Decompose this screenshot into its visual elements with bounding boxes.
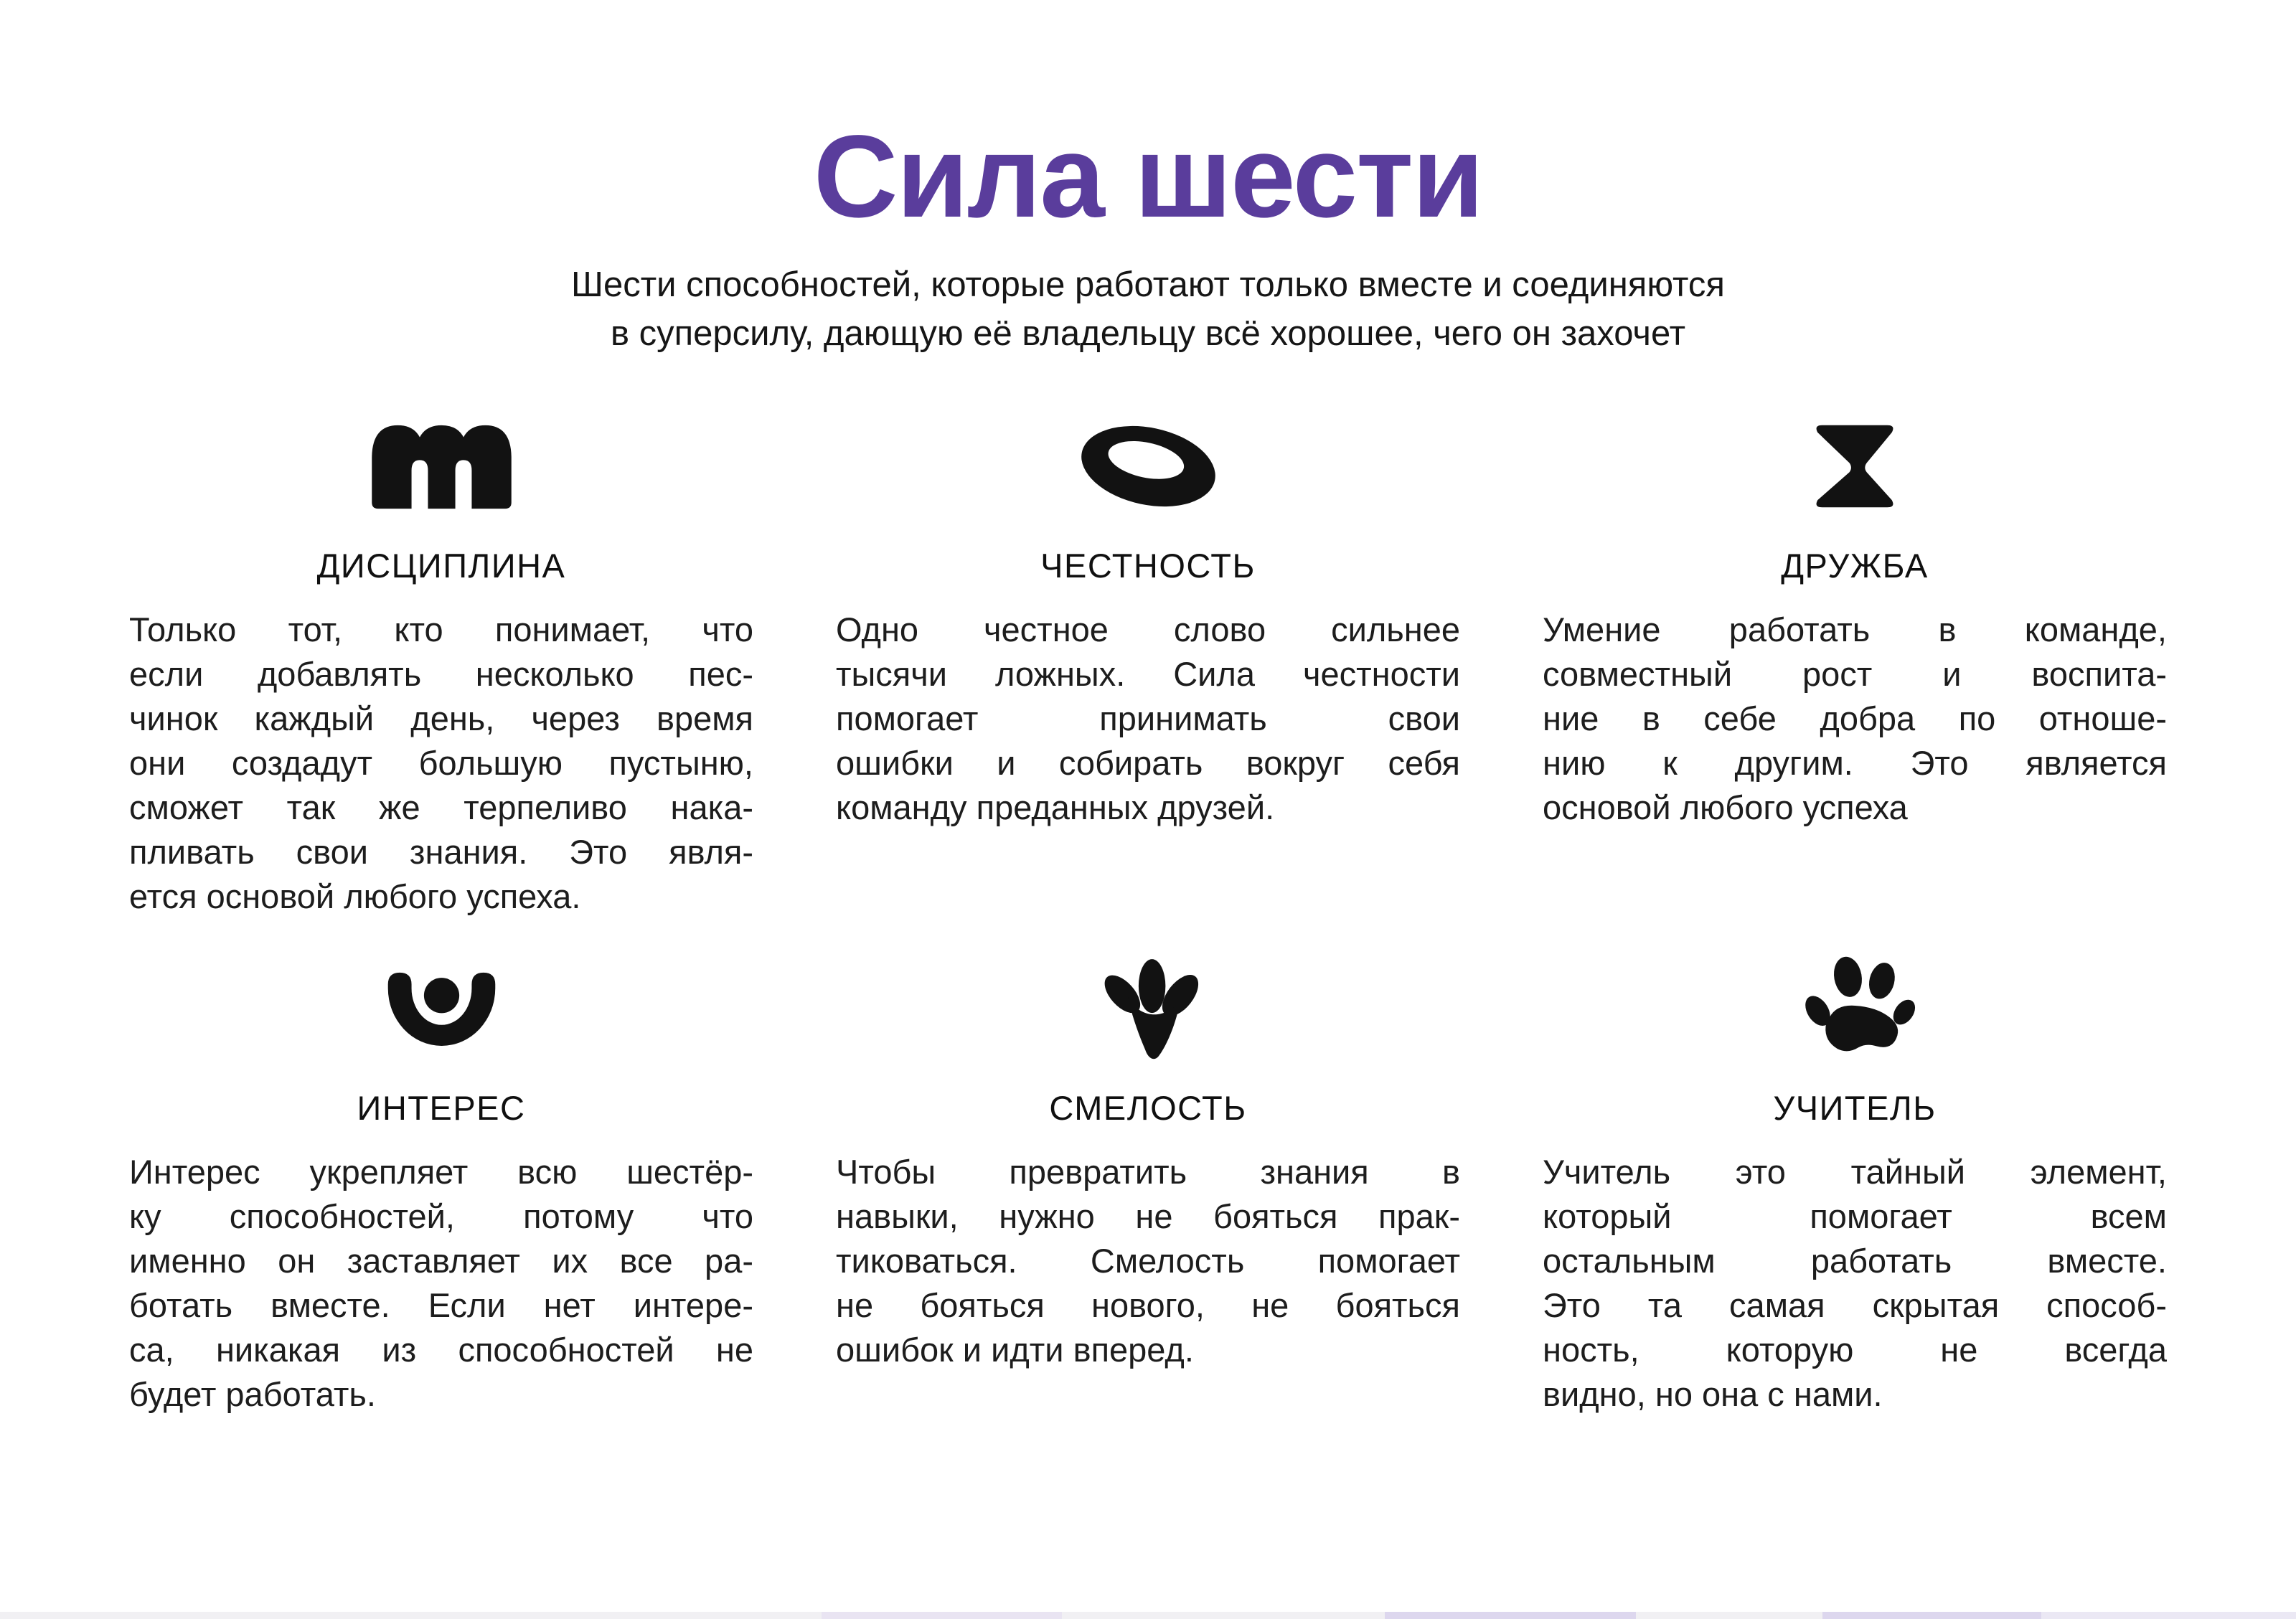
sections-grid: [129, 408, 2167, 1417]
page-title: Сила шести: [813, 110, 1483, 242]
paragraph-line: навыки, нужно не бояться прак-: [836, 1197, 1460, 1235]
paragraph-line: нию к другим. Это является: [1543, 744, 2167, 782]
section-bravery: [836, 950, 1460, 1417]
paragraph-line: ку способностей, потому что: [129, 1197, 753, 1235]
section-title-teacher: УЧИТЕЛЬ: [1773, 1089, 1937, 1127]
paragraph-line: са, никакая из способностей не: [129, 1331, 753, 1369]
paragraph-line: они создадут большую пустыню,: [129, 744, 753, 782]
hourglass-icon: [1812, 423, 1898, 510]
section-paragraph-teacher: [1543, 1150, 2167, 1417]
paragraph-line: ние в себе добра по отноше-: [1543, 699, 2167, 737]
bravery-icon-slot: [836, 950, 1460, 1067]
paragraph-line: Умение работать в команде,: [1543, 610, 2167, 648]
paragraph-line: Только тот, кто понимает, что: [129, 610, 753, 648]
paragraph-line: ботать вместе. Если нет интере-: [129, 1286, 753, 1324]
paragraph-line: именно он заставляет их все ра-: [129, 1242, 753, 1280]
paragraph-line: ется основой любого успеха.: [129, 877, 581, 915]
section-teacher: [1543, 950, 2167, 1417]
paragraph-line: Чтобы превратить знания в: [836, 1153, 1460, 1191]
section-paragraph-discipline: [129, 608, 753, 919]
paragraph-line: совместный рост и воспита-: [1543, 655, 2167, 693]
paragraph-line: сможет так же терпеливо нака-: [129, 788, 753, 826]
strip-segment: [822, 1612, 1062, 1619]
infographic-page: [0, 110, 2296, 1619]
section-title-friendship: ДРУЖБА: [1781, 547, 1929, 585]
strip-segment: [1385, 1612, 1636, 1619]
section-title-honesty: ЧЕСТНОСТЬ: [1040, 547, 1256, 585]
paragraph-line: остальным работать вместе.: [1543, 1242, 2167, 1280]
paragraph-line: помогает принимать свои: [836, 699, 1460, 737]
friendship-icon-slot: [1543, 408, 2167, 524]
interest-icon-slot: [129, 950, 753, 1067]
ring-icon: [1075, 418, 1222, 515]
section-title-bravery: СМЕЛОСТЬ: [1049, 1089, 1247, 1127]
person-arms-up-icon: [386, 968, 497, 1049]
paragraph-line: Интерес укрепляет всю шестёр-: [129, 1153, 753, 1191]
paragraph-line: видно, но она с нами.: [1543, 1375, 1883, 1413]
section-honesty: [836, 408, 1460, 919]
page-subtitle: [0, 260, 2296, 358]
section-friendship: [1543, 408, 2167, 919]
paragraph-line: ошибки и собирать вокруг себя: [836, 744, 1460, 782]
paragraph-line: ность, которую не всегда: [1543, 1331, 2167, 1369]
section-paragraph-friendship: [1543, 608, 2167, 830]
section-title-discipline: ДИСЦИПЛИНА: [316, 547, 566, 585]
paragraph-line: тысячи ложных. Сила честности: [836, 655, 1460, 693]
section-interest: [129, 950, 753, 1417]
dunes-icon: [368, 423, 515, 510]
section-title-interest: ИНТЕРЕС: [357, 1089, 526, 1127]
paragraph-line: ошибок и идти вперед.: [836, 1331, 1194, 1369]
paragraph-line: который помогает всем: [1543, 1197, 2167, 1235]
paw-print-icon: [1792, 953, 1918, 1065]
teacher-icon-slot: [1543, 950, 2167, 1067]
strip-segment: [1822, 1612, 2041, 1619]
paragraph-line: не бояться нового, не бояться: [836, 1286, 1460, 1324]
paragraph-line: Это та самая скрытая способ-: [1543, 1286, 2167, 1324]
section-paragraph-interest: [129, 1150, 753, 1417]
section-discipline: [129, 408, 753, 919]
honesty-icon-slot: [836, 408, 1460, 524]
section-paragraph-bravery: [836, 1150, 1460, 1372]
paragraph-line: если добавлять несколько пес-: [129, 655, 753, 693]
paragraph-line: основой любого успеха: [1543, 788, 1908, 826]
bottom-progress-strip: [0, 1612, 2296, 1619]
page-subtitle-line2: в суперсилу, дающую её владельцу всё хорошее, чего он захочет: [610, 314, 1686, 353]
paragraph-line: Одно честное слово сильнее: [836, 610, 1460, 648]
paragraph-line: тиковаться. Смелость помогает: [836, 1242, 1460, 1280]
page-subtitle-line1: Шести способностей, которые работают только вместе и соединяются: [571, 265, 1725, 304]
discipline-icon-slot: [129, 408, 753, 524]
bird-footprint-icon: [1094, 953, 1202, 1065]
paragraph-line: будет работать.: [129, 1375, 376, 1413]
paragraph-line: команду преданных друзей.: [836, 788, 1275, 826]
paragraph-line: чинок каждый день, через время: [129, 699, 753, 737]
paragraph-line: Учитель это тайный элемент,: [1543, 1153, 2167, 1191]
paragraph-line: пливать свои знания. Это явля-: [129, 833, 753, 871]
section-paragraph-honesty: [836, 608, 1460, 830]
strip-segment: [2041, 1612, 2296, 1619]
